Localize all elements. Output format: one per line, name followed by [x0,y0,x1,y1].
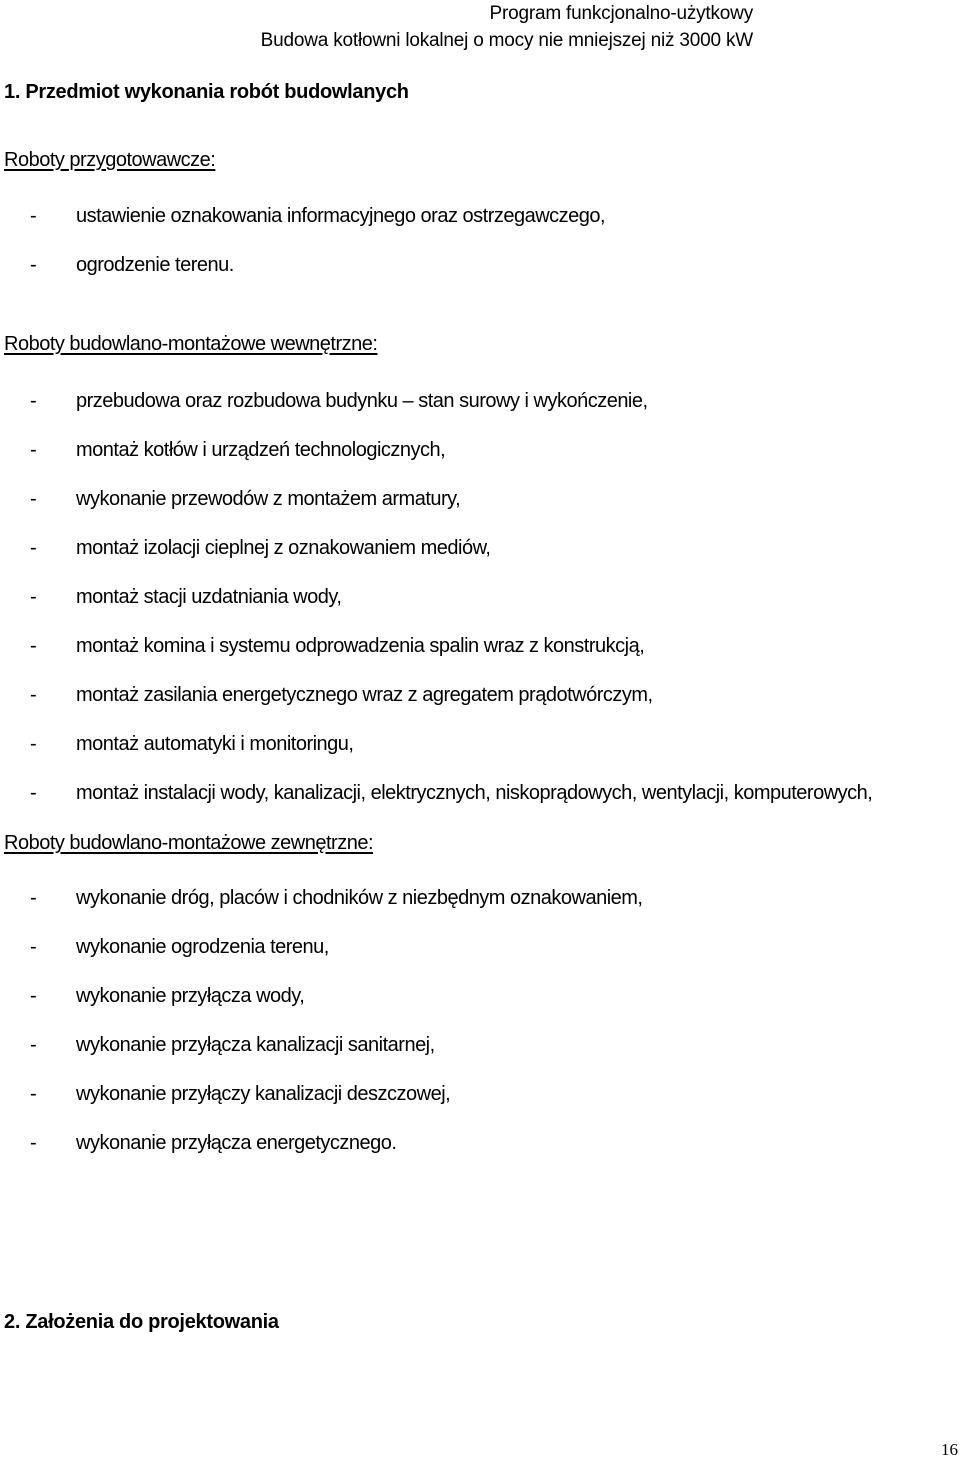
bullet-dash: - [30,1034,37,1056]
list-item-text: wykonanie przyłączy kanalizacji deszczowej, [76,1083,451,1105]
bullet-dash: - [30,488,37,510]
document-header [261,0,753,54]
list-item-text: wykonanie przyłącza wody, [76,985,305,1007]
bullet-dash: - [30,684,37,706]
bullet-dash: - [30,733,37,755]
bullet-dash: - [30,1083,37,1105]
list-item-text: wykonanie przyłącza energetycznego. [76,1132,397,1154]
section-2-heading: 2. Założenia do projektowania [4,1311,279,1333]
list-item-text: montaż automatyki i monitoringu, [76,733,354,755]
bullet-dash: - [30,586,37,608]
list-item-text: montaż komina i systemu odprowadzenia spalin wraz z konstrukcją, [76,635,645,657]
list-item-text: ogrodzenie terenu. [76,254,234,276]
bullet-dash: - [30,936,37,958]
bullet-dash: - [30,985,37,1007]
bullet-dash: - [30,887,37,909]
page-number: 16 [941,1440,958,1459]
list-item-text: przebudowa oraz rozbudowa budynku – stan surowy i wykończenie, [76,390,648,412]
list-item-text: montaż izolacji cieplnej z oznakowaniem mediów, [76,537,491,559]
list-item-text: ustawienie oznakowania informacyjnego oraz ostrzegawczego, [76,205,606,227]
list-item-text: wykonanie dróg, placów i chodników z niezbędnym oznakowaniem, [76,887,643,909]
list-item-text: montaż instalacji wody, kanalizacji, elektrycznych, niskoprądowych, wentylacji, komputerowych, [76,782,873,804]
group-heading-external-works: Roboty budowlano-montażowe zewnętrzne: [4,832,373,854]
list-item-text: wykonanie przewodów z montażem armatury, [76,488,461,510]
bullet-dash: - [30,635,37,657]
bullet-dash: - [30,254,37,276]
header-line-2: Budowa kotłowni lokalnej o mocy nie mniejszej niż 3000 kW [260,30,753,51]
header-line-1: Program funkcjonalno-użytkowy [489,3,753,24]
group-heading-preparatory: Roboty przygotowawcze: [4,149,216,171]
list-item-text: montaż kotłów i urządzeń technologicznych, [76,439,446,461]
list-item-text: wykonanie ogrodzenia terenu, [76,936,329,958]
bullet-dash: - [30,537,37,559]
list-item-text: montaż zasilania energetycznego wraz z agregatem prądotwórczym, [76,684,653,706]
list-item-text: montaż stacji uzdatniania wody, [76,586,342,608]
bullet-dash: - [30,1132,37,1154]
section-1-heading: 1. Przedmiot wykonania robót budowlanych [4,81,409,103]
bullet-dash: - [30,782,37,804]
bullet-dash: - [30,205,37,227]
bullet-dash: - [30,439,37,461]
group-heading-internal-works: Roboty budowlano-montażowe wewnętrzne: [4,333,378,355]
list-item-text: wykonanie przyłącza kanalizacji sanitarnej, [76,1034,435,1056]
bullet-dash: - [30,390,37,412]
